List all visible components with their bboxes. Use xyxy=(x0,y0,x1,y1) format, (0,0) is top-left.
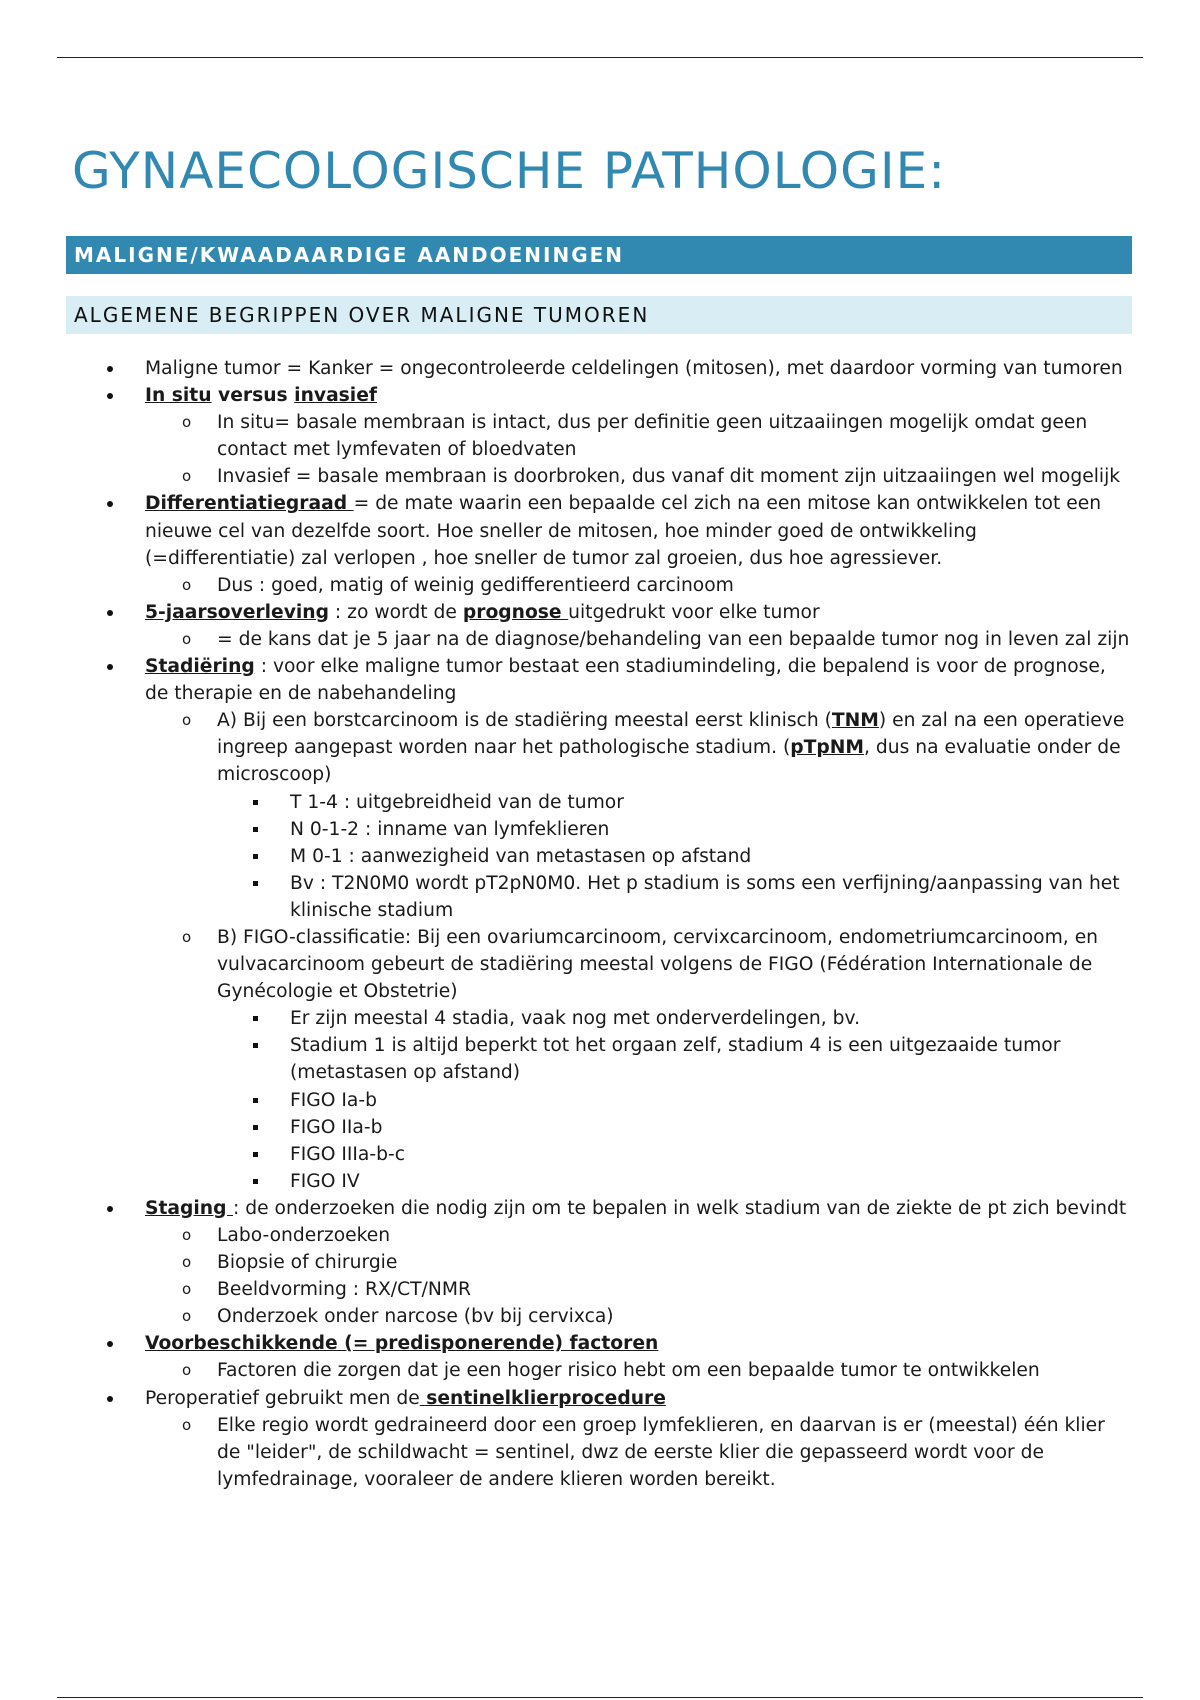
sub-item: o Dus : goed, matig of weinig gedifferentieerd carcinoom xyxy=(145,572,1132,599)
sub-item: o Biopsie of chirurgie xyxy=(145,1249,1132,1276)
term: Staging xyxy=(145,1197,233,1219)
sub-item: o A) Bij een borstcarcinoom is de stadiëring meestal eerst klinisch (TNM) en zal na een operatieve ingreep aangepast worden naar het pathologische stadium. (pTpNM, dus na evaluatie onder de microscoop) T 1-4 : uitgebreidheid van de tumor N 0-1-2 : inname van lymfeklieren M 0-1 : aanwezigheid van metastasen op afstand Bv : T2N0M0 wordt pT2pN0M0. Het p stadium is soms een verfijning/aanpassing van het klinische stadium xyxy=(145,707,1132,924)
sub-sub-item: FIGO Ia-b xyxy=(217,1087,1132,1114)
sub-sub-item: Stadium 1 is altijd beperkt tot het orgaan zelf, stadium 4 is een uitgezaaide tumor (metastasen op afstand) xyxy=(217,1032,1132,1086)
top-rule xyxy=(57,57,1143,58)
list-item: Differentiatiegraad = de mate waarin een bepaalde cel zich na een mitose kan ontwikkelen tot een nieuwe cel van dezelfde soort. Hoe sneller de mitosen, hoe minder goed de ontwikkeling (=differentiatie) zal verlopen , hoe sneller de tumor zal groeien, dus hoe agressiever. o Dus : goed, matig of weinig gedifferentieerd carcinoom xyxy=(102,490,1132,598)
sub-item: o = de kans dat je 5 jaar na de diagnose/behandeling van een bepaalde tumor nog in leven zal zijn xyxy=(145,626,1132,653)
sub-item: o B) FIGO-classificatie: Bij een ovariumcarcinoom, cervixcarcinoom, endometriumcarcinoom, en vulvacarcinoom gebeurt de stadiëring meestal volgens de FIGO (Fédération Internationale de Gynécologie et Obstetrie) Er zijn meestal 4 stadia, vaak nog met onderverdelingen, bv. Stadium 1 is altijd beperkt tot het orgaan zelf, stadium 4 is een uitgezaaide tumor (metastasen op afstand) FIGO Ia-b FIGO IIa-b FIGO IIIa-b-c FIGO IV xyxy=(145,924,1132,1195)
section-heading: MALIGNE/KWAADAARDIGE AANDOENINGEN xyxy=(66,236,1132,274)
term: pTpNM xyxy=(790,737,865,759)
sub-sub-item: M 0-1 : aanwezigheid van metastasen op afstand xyxy=(217,843,1132,870)
term: Differentiatiegraad xyxy=(145,493,354,515)
page-title: GYNAECOLOGISCHE PATHOLOGIE: xyxy=(72,142,947,200)
sub-sub-item: FIGO IIIa-b-c xyxy=(217,1141,1132,1168)
sub-sub-item: T 1-4 : uitgebreidheid van de tumor xyxy=(217,789,1132,816)
list-item: Staging : de onderzoeken die nodig zijn om te bepalen in welk stadium van de ziekte de pt zich bevindt o Labo-onderzoeken o Biopsie of chirurgie o Beeldvorming : RX/CT/NMR o Onderzoek onder narcose (bv bij cervixca) xyxy=(102,1195,1132,1330)
sub-item: o In situ= basale membraan is intact, dus per definitie geen uitzaaiingen mogelijk omdat geen contact met lymfevaten of bloedvaten xyxy=(145,409,1132,463)
term: prognose xyxy=(462,601,569,623)
list-item: Maligne tumor = Kanker = ongecontroleerde celdelingen (mitosen), met daardoor vorming van tumoren xyxy=(102,355,1132,382)
term: 5-jaarsoverleving xyxy=(145,601,329,623)
sub-sub-item: FIGO IV xyxy=(217,1168,1132,1195)
sub-sub-item: Bv : T2N0M0 wordt pT2pN0M0. Het p stadium is soms een verfijning/aanpassing van het klinische stadium xyxy=(217,870,1132,924)
sub-sub-item: N 0-1-2 : inname van lymfeklieren xyxy=(217,816,1132,843)
term: sentinelklierprocedure xyxy=(419,1387,666,1409)
list-item: Peroperatief gebruikt men de sentinelklierprocedure o Elke regio wordt gedraineerd door een groep lymfeklieren, en daarvan is er (meestal) één klier de "leider", de schildwacht = sentinel, dwz de eerste klier die gepasseerd wordt voor de lymfedrainage, vooraleer de andere klieren worden bereikt. xyxy=(102,1385,1132,1493)
term: TNM xyxy=(831,710,879,732)
sub-item: o Elke regio wordt gedraineerd door een groep lymfeklieren, en daarvan is er (meestal) één klier de "leider", de schildwacht = sentinel, dwz de eerste klier die gepasseerd wordt voor de lymfedrainage, vooraleer de andere klieren worden bereikt. xyxy=(145,1412,1132,1493)
main-list xyxy=(102,355,1132,1493)
subsection-heading: ALGEMENE BEGRIPPEN OVER MALIGNE TUMOREN xyxy=(66,296,1132,334)
list-item: Stadiëring : voor elke maligne tumor bestaat een stadiumindeling, die bepalend is voor de prognose, de therapie en de nabehandeling o A) Bij een borstcarcinoom is de stadiëring meestal eerst klinisch (TNM) en zal na een operatieve ingreep aangepast worden naar het pathologische stadium. (pTpNM, dus na evaluatie onder de microscoop) T 1-4 : uitgebreidheid van de tumor N 0-1-2 : inname van lymfeklieren M 0-1 : aanwezigheid van metastasen op afstand Bv : T2N0M0 wordt pT2pN0M0. Het p stadium is soms een verfijning/aanpassing van het klinische stadium o B) FIGO-classificatie: Bij een ovariumcarcinoom, cervixcarcinoom, endometriumcarcinoom, en vulvacarcinoom gebeurt de stadiëring meestal volgens de FIGO (Fédération Internationale de Gynécologie et Obstetrie) Er zijn meestal 4 stadia, vaak nog met onderverdelingen, bv. Stadium 1 is altijd beperkt tot het orgaan zelf, stadium 4 is een uitgezaaide tumor (metastasen op afstand) FIGO Ia-b FIGO IIa-b FIGO IIIa-b-c FIGO IV xyxy=(102,653,1132,1195)
sub-sub-item: Er zijn meestal 4 stadia, vaak nog met onderverdelingen, bv. xyxy=(217,1005,1132,1032)
sub-item: o Labo-onderzoeken xyxy=(145,1222,1132,1249)
list-item xyxy=(102,382,1132,490)
document-body xyxy=(102,355,1132,1493)
term: In situ xyxy=(145,385,212,407)
sub-item: o Invasief = basale membraan is doorbroken, dus vanaf dit moment zijn uitzaaiingen wel mogelijk xyxy=(145,463,1132,490)
sub-item: o Factoren die zorgen dat je een hoger risico hebt om een bepaalde tumor te ontwikkelen xyxy=(145,1357,1132,1384)
sub-item: o Beeldvorming : RX/CT/NMR xyxy=(145,1276,1132,1303)
term-connector: versus xyxy=(211,385,295,407)
list-item xyxy=(102,1330,1132,1384)
list-item: 5-jaarsoverleving : zo wordt de prognose uitgedrukt voor elke tumor o = de kans dat je 5 jaar na de diagnose/behandeling van een bepaalde tumor nog in leven zal zijn xyxy=(102,599,1132,653)
sub-sub-item: FIGO IIa-b xyxy=(217,1114,1132,1141)
sub-item: o Onderzoek onder narcose (bv bij cervixca) xyxy=(145,1303,1132,1330)
bottom-rule xyxy=(57,1697,1143,1698)
term: invasief xyxy=(294,385,378,407)
term: Stadiëring xyxy=(145,656,255,678)
term: Voorbeschikkende (= predisponerende) factoren xyxy=(145,1333,659,1355)
